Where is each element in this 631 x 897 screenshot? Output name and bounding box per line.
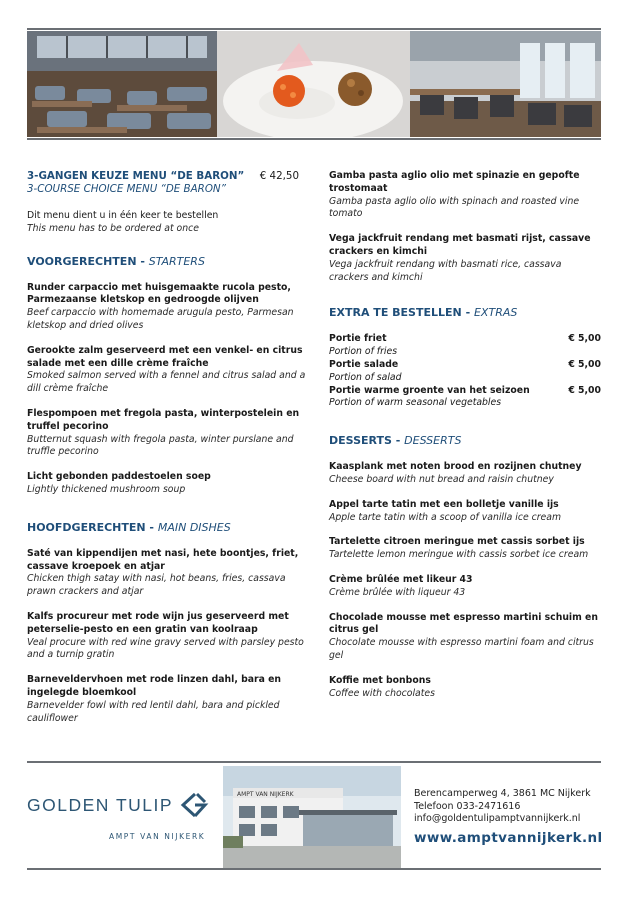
left-column — [27, 170, 312, 737]
brand-subtitle: AMPT VAN NIJKERK — [109, 832, 206, 841]
brand-name: GOLDEN TULIP — [27, 794, 174, 815]
top-rule — [27, 28, 601, 30]
list-item: Tartelette citroen meringue met cassis sorbet ijs Tartelette lemon meringue with cassis sorbet ice cream — [329, 536, 589, 561]
list-item: Saté van kippendijen met nasi, hete boontjes, friet, cassave kroepoek en atjar Chicken thigh satay with nasi, hot beans, fries, cassava prawn crackers and atjar — [27, 547, 299, 598]
footer-bottom-rule — [27, 868, 601, 870]
hotel-building-photo — [223, 766, 401, 868]
list-item: Portie warme groente van het seizoen € 5,00 Portion of warm seasonal vegetables — [329, 384, 601, 409]
list-item: Gerookte zalm geserveerd met een venkel- en citrus salade met een dille crème fraîche Smoked salmon served with a fennel and citrus salad and a dill crème fraîche — [27, 344, 306, 395]
list-item: Chocolade mousse met espresso martini schuim en citrus gel Chocolate mousse with espresso martini foam and citrus gel — [329, 611, 598, 661]
menu-title-en: 3-COURSE CHOICE MENU “DE BARON” — [27, 183, 226, 195]
address: Berencamperweg 4, 3861 MC Nijkerk — [414, 788, 591, 799]
right-column — [329, 170, 601, 712]
menu-header — [27, 170, 312, 196]
starters-list — [27, 282, 312, 497]
list-item: Barneveldervhoen met rode linzen dahl, bara en ingelegde bloemkool Barnevelder fowl with red lentil dahl, bara and pickled cauliflower — [27, 674, 282, 724]
restaurant-hall-photo — [27, 31, 217, 137]
menu-price: € 42,50 — [259, 170, 299, 182]
list-item: Kaasplank met noten brood en rozijnen chutney Cheese board with nut bread and raisin chutney — [329, 461, 582, 485]
starters-title: VOORGERECHTEN - STARTERS — [27, 254, 205, 268]
golden-tulip-logo — [27, 792, 217, 841]
extra-price: € 5,00 — [568, 333, 601, 345]
list-item: Licht gebonden paddestoelen soep Lightly thickened mushroom soup — [27, 471, 211, 495]
header-bottom-rule — [27, 138, 601, 140]
menu-note-nl: Dit menu dient u in één keer te bestellen — [27, 210, 219, 221]
tulip-logo-icon — [179, 792, 209, 818]
list-item: Vega jackfruit rendang met basmati rijst, cassave crackers en kimchi Vega jackfruit rendang with basmati rice, cassava crackers and kimchi — [329, 233, 591, 283]
phone: Telefoon 033-2471616 — [414, 800, 521, 812]
list-item: Portie salade € 5,00 Portion of salad — [329, 358, 601, 383]
desserts-list — [329, 461, 601, 700]
list-item: Appel tarte tatin met een bolletje vanille ijs Apple tarte tatin with a scoop of vanilla ice cream — [329, 498, 562, 523]
restaurant-dining-room-photo — [410, 31, 601, 137]
menu-note — [27, 210, 312, 236]
extras-title: EXTRA TE BESTELLEN - EXTRAS — [329, 306, 518, 320]
extra-price: € 5,00 — [568, 384, 601, 396]
menu-note-en: This menu has to be ordered at once — [27, 222, 199, 234]
hotel-sign-text: AMPT VAN NIJKERK — [237, 791, 294, 798]
dessert-plate-photo — [217, 31, 410, 137]
footer-top-rule — [27, 761, 601, 763]
footer — [27, 764, 601, 868]
list-item: Runder carpaccio met huisgemaakte rucola pesto, Parmezaanse kletskop en gedroogde olijven Beef carpaccio with homemade arugula pesto, Parmesan kletskop and dried olives — [27, 281, 294, 331]
list-item: Portie friet € 5,00 Portion of fries — [329, 333, 601, 358]
email-link[interactable]: info@goldentulipamptvannijkerk.nl — [414, 813, 581, 824]
list-item: Kalfs procureur met rode wijn jus geserveerd met peterselie-pesto en een gratin van koolraap Veal procure with red wine gravy served with parsley pesto and a turnip gratin — [27, 610, 304, 661]
list-item: Koffie met bonbons Coffee with chocolates — [329, 674, 435, 699]
list-item: Flespompoen met fregola pasta, winterpostelein en truffel pecorino Butternut squash with fregola pasta, winter purslane and truffle pecorino — [27, 407, 300, 458]
website-link[interactable]: www.amptvannijkerk.nl — [414, 829, 603, 846]
list-item: Crème brûlée met likeur 43 Crème brûlée with liqueur 43 — [329, 573, 473, 598]
mains-list — [27, 548, 312, 726]
menu-title-nl: 3-GANGEN KEUZE MENU “DE BARON” — [27, 170, 245, 182]
mains-continued-list — [329, 170, 601, 284]
mains-title: HOOFDGERECHTEN - MAIN DISHES — [27, 520, 231, 534]
extra-price: € 5,00 — [568, 358, 601, 370]
contact-block — [414, 788, 603, 844]
desserts-title: DESSERTS - DESSERTS — [329, 434, 462, 448]
extras-list — [329, 333, 601, 410]
list-item: Gamba pasta aglio olio met spinazie en gepofte trostomaat Gamba pasta aglio olio with spinach and roasted vine tomato — [329, 170, 580, 220]
